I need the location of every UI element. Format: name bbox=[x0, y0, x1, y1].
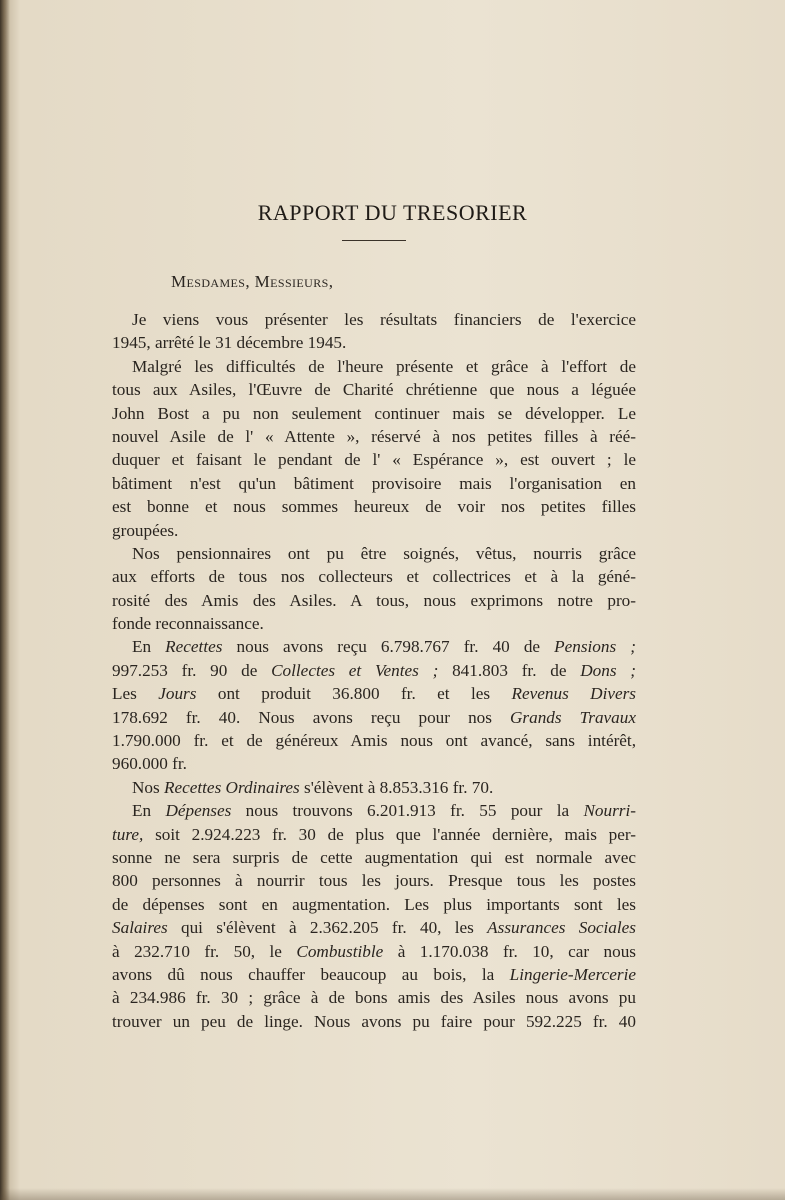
text-line: En Recettes nous avons reçu 6.798.767 fr. 40 de Pensions ; bbox=[132, 637, 636, 657]
text-line: trouver un peu de linge. Nous avons pu faire pour 592.225 fr. 40 bbox=[112, 1011, 636, 1031]
text-line: 1945, arrêté le 31 décembre 1945. bbox=[112, 333, 347, 353]
text-line: duquer et faisant le pendant de l' « Espérance », est ouvert ; le bbox=[112, 450, 636, 470]
text-line: John Bost a pu non seulement continuer mais se développer. Le bbox=[112, 403, 636, 423]
text-line: ture, soit 2.924.223 fr. 30 de plus que l'année dernière, mais per- bbox=[112, 824, 636, 844]
text-line: groupées. bbox=[112, 520, 179, 540]
salutation: Mesdames, Messieurs, bbox=[171, 272, 334, 291]
text-line: est bonne et nous sommes heureux de voir nos petites filles bbox=[112, 497, 636, 517]
text-line: nouvel Asile de l' « Attente », réservé à nos petites filles à réé- bbox=[112, 426, 636, 446]
text-line: bâtiment n'est qu'un bâtiment provisoire mais l'organisation en bbox=[112, 473, 636, 493]
text-line: Salaires qui s'élèvent à 2.362.205 fr. 40, les Assurances Sociales bbox=[112, 918, 636, 938]
text-line: 960.000 fr. bbox=[112, 754, 187, 774]
text-line: Je viens vous présenter les résultats financiers de l'exercice bbox=[132, 310, 636, 329]
text-line: Nos Recettes Ordinaires s'élèvent à 8.853.316 fr. 70. bbox=[132, 777, 494, 797]
text-line: rosité des Amis des Asiles. A tous, nous exprimons notre pro- bbox=[112, 590, 636, 610]
text-line: Les Jours ont produit 36.800 fr. et les Revenus Divers bbox=[112, 684, 636, 704]
text-line: fonde reconnaissance. bbox=[112, 614, 264, 634]
title-rule bbox=[342, 240, 406, 241]
text-line: tous aux Asiles, l'Œuvre de Charité chrétienne que nous a léguée bbox=[112, 380, 636, 400]
text-line: avons dû nous chauffer beaucoup au bois, la Lingerie-Mercerie bbox=[112, 964, 636, 984]
report-body bbox=[112, 308, 636, 1033]
text-line: aux efforts de tous nos collecteurs et collectrices et à la géné- bbox=[112, 567, 636, 587]
page-shadow bbox=[0, 1188, 785, 1200]
text-line: de dépenses sont en augmentation. Les plus importants sont les bbox=[112, 894, 636, 914]
text-line: En Dépenses nous trouvons 6.201.913 fr. 55 pour la Nourri- bbox=[132, 801, 636, 821]
report-title: RAPPORT DU TRESORIER bbox=[257, 200, 528, 225]
page-binding-edge bbox=[0, 0, 10, 1200]
text-line: Malgré les difficultés de l'heure présente et grâce à l'effort de bbox=[132, 356, 636, 376]
text-line: 800 personnes à nourrir tous les jours. Presque tous les postes bbox=[112, 871, 636, 891]
text-line: sonne ne sera surpris de cette augmentation qui est normale avec bbox=[112, 847, 636, 867]
text-line: 1.790.000 fr. et de généreux Amis nous ont avancé, sans intérêt, bbox=[112, 731, 636, 751]
text-line: 997.253 fr. 90 de Collectes et Ventes ; 841.803 fr. de Dons ; bbox=[112, 660, 636, 680]
text-line: Nos pensionnaires ont pu être soignés, vêtus, nourris grâce bbox=[132, 543, 636, 563]
text-line: 178.692 fr. 40. Nous avons reçu pour nos Grands Travaux bbox=[112, 707, 636, 727]
text-line: à 234.986 fr. 30 ; grâce à de bons amis des Asiles nous avons pu bbox=[112, 988, 636, 1008]
text-line: à 232.710 fr. 50, le Combustible à 1.170.038 fr. 10, car nous bbox=[112, 941, 636, 961]
